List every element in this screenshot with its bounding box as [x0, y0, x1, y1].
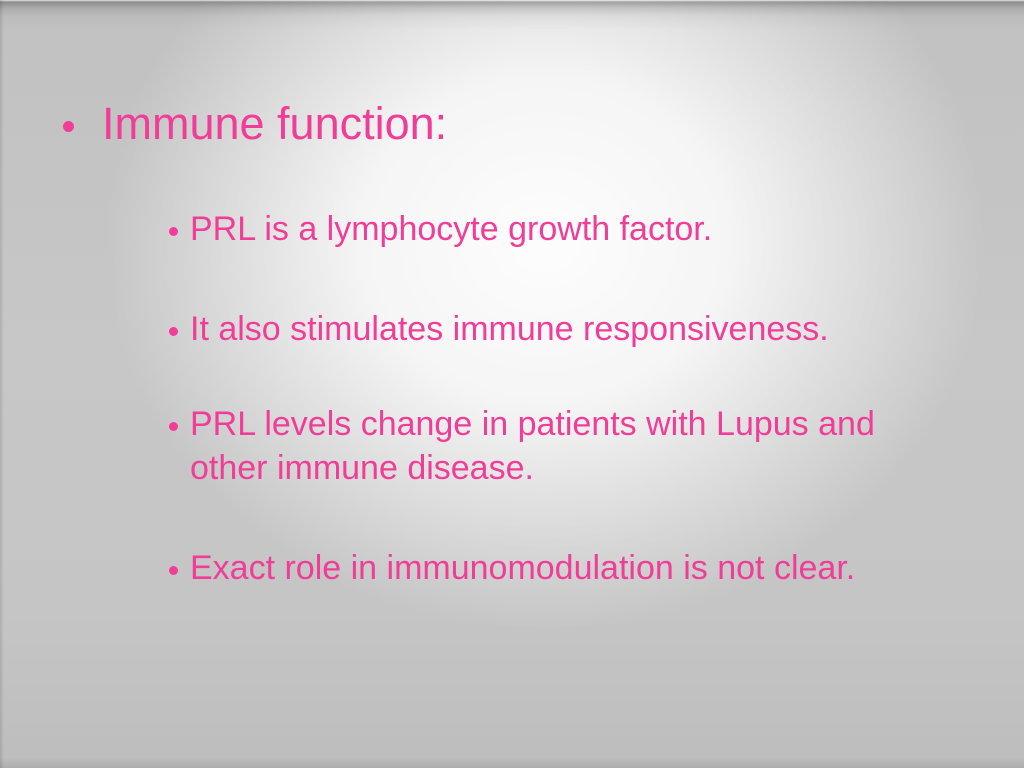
bottom-edge-shadow	[0, 758, 1024, 768]
title-bullet-icon	[63, 121, 74, 132]
bullet-text: It also stimulates immune responsiveness.	[190, 310, 829, 348]
bullet-item	[165, 402, 905, 490]
bullet-text: PRL levels change in patients with Lupus and other immune disease.	[190, 405, 875, 487]
top-edge-shadow	[0, 0, 1024, 30]
bullet-icon	[169, 422, 178, 431]
left-edge-shadow	[0, 0, 4, 768]
bullet-icon	[169, 327, 178, 336]
bullet-item	[165, 307, 905, 351]
slide-title: Immune function:	[102, 98, 448, 149]
bullet-icon	[169, 566, 178, 575]
bullet-icon	[169, 227, 178, 236]
bullet-text: Exact role in immunomodulation is not clear.	[190, 549, 856, 587]
bullet-item	[165, 546, 905, 590]
bullet-text: PRL is a lymphocyte growth factor.	[190, 210, 713, 248]
bullet-item	[165, 207, 905, 251]
slide-title-row	[63, 97, 447, 150]
bullet-list	[165, 207, 905, 646]
